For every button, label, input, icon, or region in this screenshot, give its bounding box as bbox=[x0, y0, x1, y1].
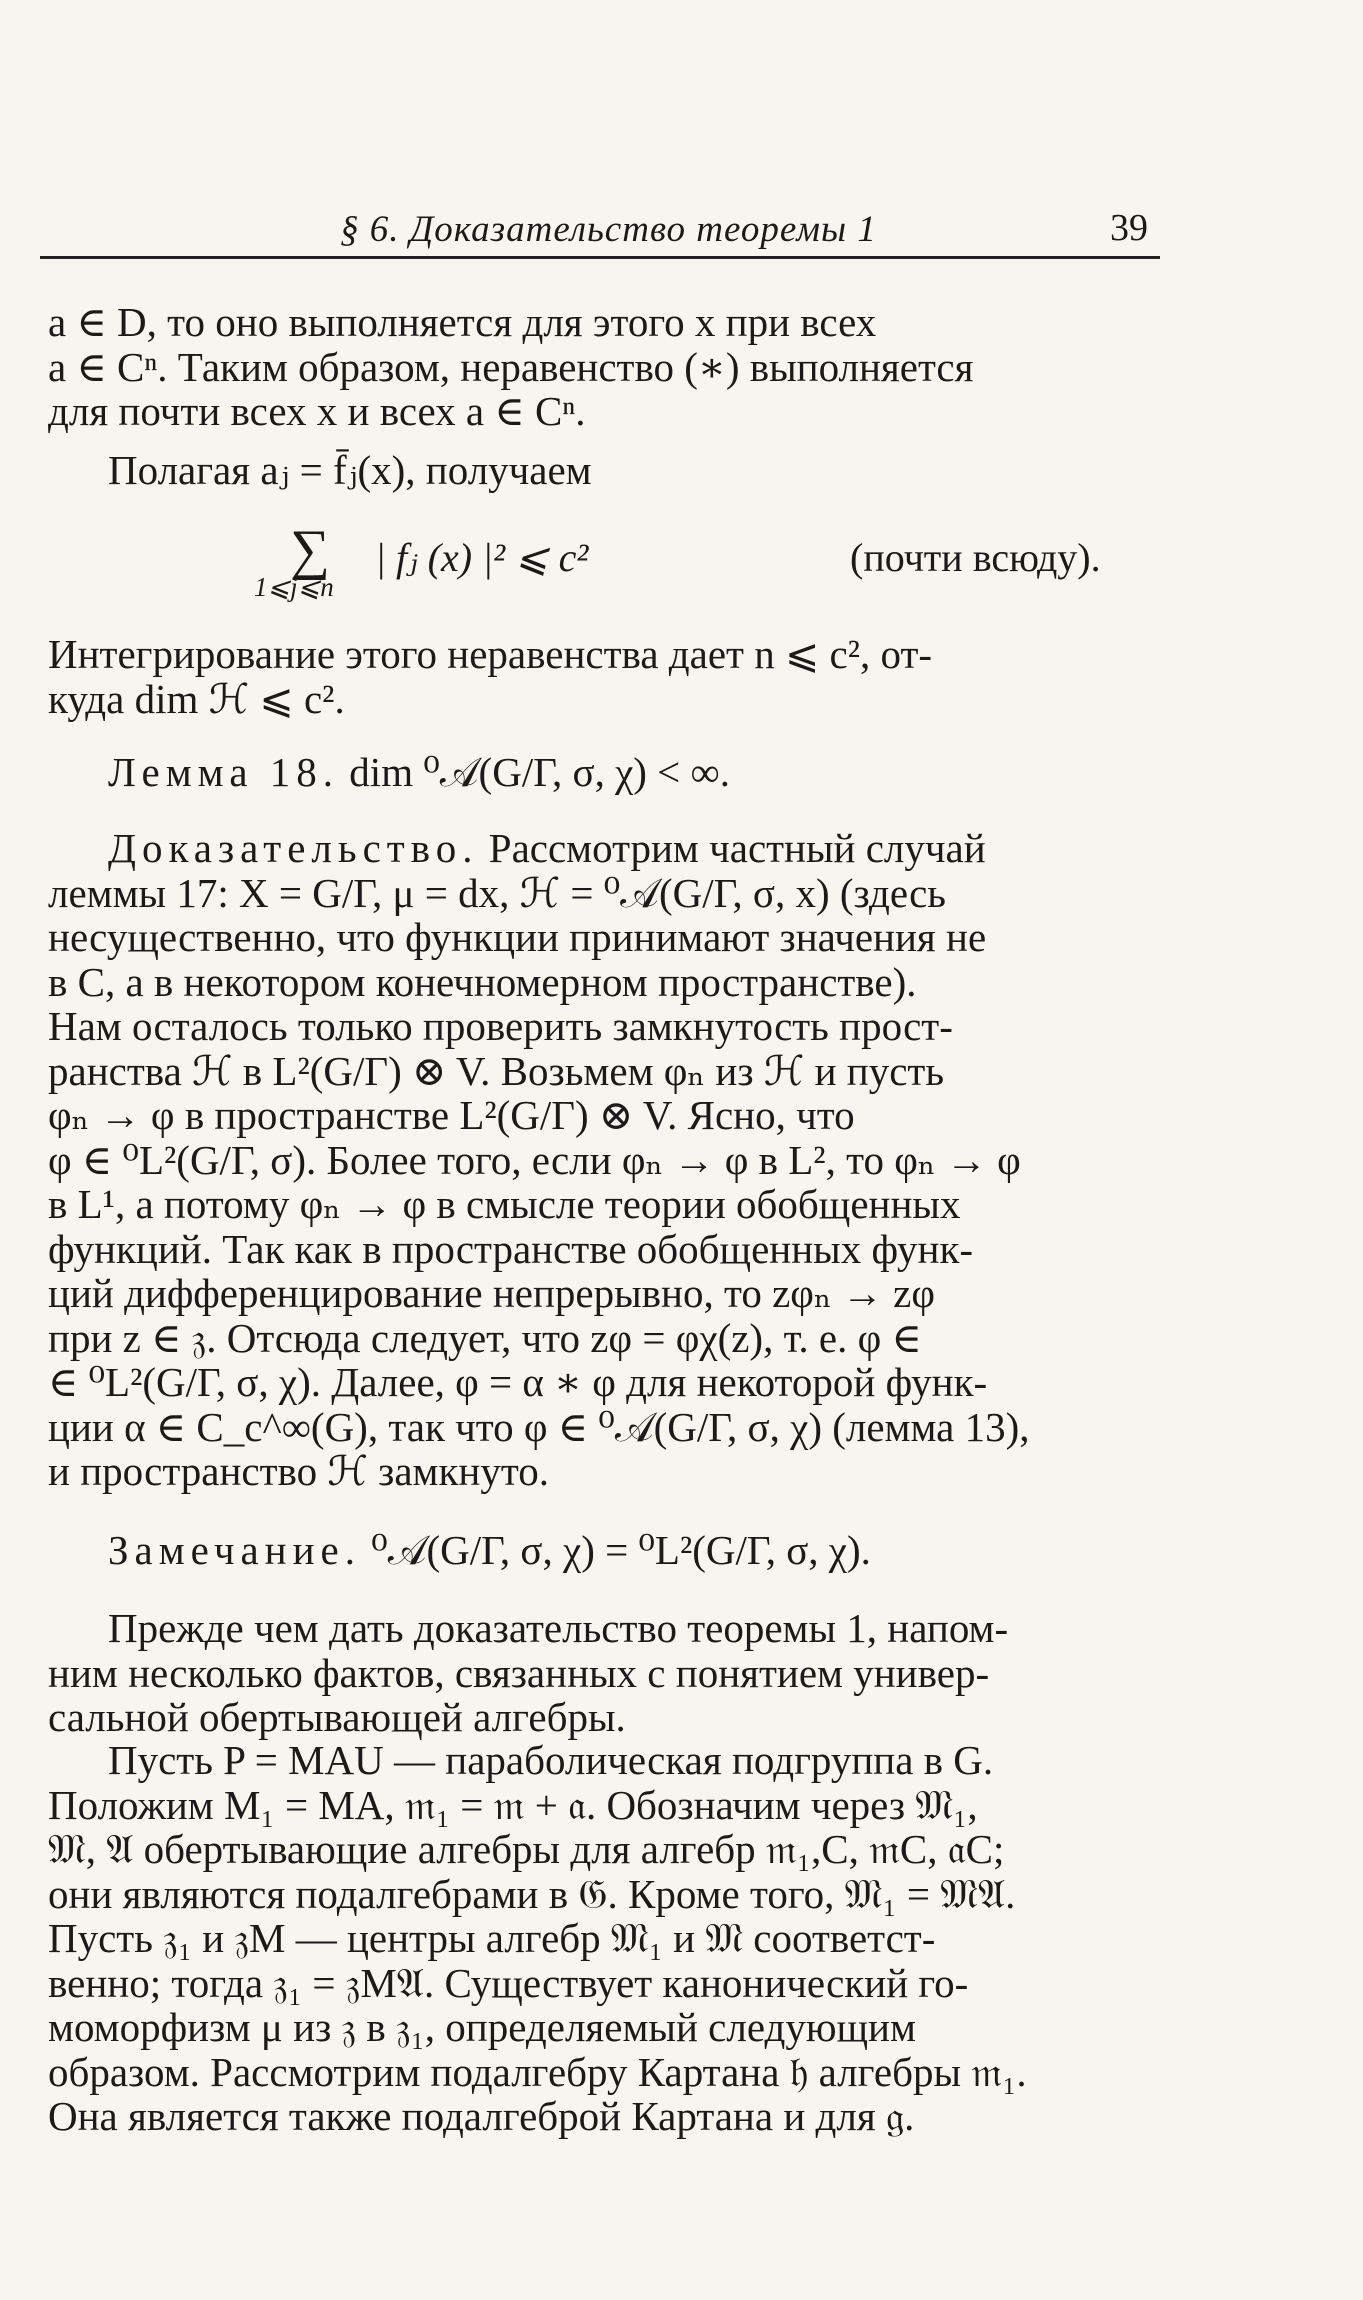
text-line: Она является также подалгеброй Картана и для 𝔤. bbox=[48, 2093, 915, 2139]
text-line: Прежде чем дать доказательство теоремы 1, напом- bbox=[108, 1605, 1009, 1651]
text-line: венно; тогда 𝔷₁ = 𝔷M𝔄. Существует канонический го- bbox=[48, 1959, 969, 2006]
paragraph-3 bbox=[48, 632, 1146, 721]
text-line: Полагая aⱼ = f̄ⱼ(x), получаем bbox=[108, 447, 592, 493]
text-line: несущественно, что функции принимают значения не bbox=[48, 914, 987, 960]
proof bbox=[48, 826, 1146, 1494]
running-header bbox=[40, 196, 1160, 259]
text-line: Нам осталось только проверить замкнутость прост- bbox=[48, 1003, 953, 1049]
text-line: ним несколько фактов, связанных с понятием универ- bbox=[48, 1649, 990, 1696]
remark-line bbox=[48, 1528, 1146, 1573]
text-line: в L¹, а потому φₙ → φ в смысле теории обобщенных bbox=[48, 1181, 961, 1227]
text-line: леммы 17: X = G/Γ, μ = dx, ℋ = ⁰𝒜(G/Γ, σ, x) (здесь bbox=[48, 869, 946, 916]
text-line: для почти всех x и всех a ∈ Cⁿ. bbox=[48, 388, 586, 434]
text-line: Положим M₁ = MA, 𝔪₁ = 𝔪 + 𝔞. Обозначим через 𝔐₁, bbox=[48, 1781, 978, 1828]
text-line: они являются подалгебрами в 𝔊. Кроме того, 𝔐₁ = 𝔐𝔄. bbox=[48, 1870, 1016, 1917]
remark bbox=[48, 1528, 1146, 1573]
page-number: 39 bbox=[1110, 207, 1148, 249]
text-line: ранства ℋ в L²(G/Γ) ⊗ V. Возьмем φₙ из ℋ и пусть bbox=[48, 1047, 945, 1094]
paragraph-4 bbox=[48, 1606, 1146, 1740]
lemma-18 bbox=[48, 750, 1146, 795]
text-line: Пусть 𝔷₁ и 𝔷M — центры алгебр 𝔐₁ и 𝔐 соответст- bbox=[48, 1915, 936, 1961]
text-line: φ ∈ ⁰L²(G/Γ, σ). Более того, если φₙ → φ в L², то φₙ → φ bbox=[48, 1136, 1021, 1183]
text-line: образом. Рассмотрим подалгебру Картана 𝔥 алгебры 𝔪₁. bbox=[48, 2048, 1027, 2095]
text-line: функций. Так как в пространстве обобщенных функ- bbox=[48, 1225, 974, 1272]
text-line: 𝔐, 𝔄 обертывающие алгебры для алгебр 𝔪₁,C, 𝔪C, 𝔞C; bbox=[48, 1826, 1005, 1872]
lemma-label: Лемма 18. bbox=[108, 749, 340, 795]
text-line: φₙ → φ в пространстве L²(G/Γ) ⊗ V. Ясно, что bbox=[48, 1092, 855, 1138]
text-line: ций дифференцирование непрерывно, то zφₙ → zφ bbox=[48, 1270, 936, 1316]
text-line: моморфизм μ из 𝔷 в 𝔷₁, определяемый следующим bbox=[48, 2004, 916, 2050]
paragraph-2 bbox=[48, 448, 1146, 493]
header-title: § 6. Доказательство теоремы 1 bbox=[340, 209, 877, 250]
sum-formula bbox=[250, 518, 1150, 602]
text-line: куда dim ℋ ⩽ c². bbox=[48, 675, 345, 722]
proof-label: Доказательство. bbox=[108, 825, 479, 871]
text-line: Пусть P = MAU — параболическая подгруппа в G. bbox=[108, 1737, 994, 1783]
text-line: ции α ∈ C_c^∞(G), так что φ ∈ ⁰𝒜(G/Γ, σ, χ) (лемма 13), bbox=[48, 1403, 1030, 1450]
text-line: Интегрирование этого неравенства дает n ⩽ c², от- bbox=[48, 631, 933, 677]
sum-subscript: 1⩽j⩽n bbox=[254, 572, 334, 602]
text-line: сальной обертывающей алгебры. bbox=[48, 1694, 626, 1740]
remark-label: Замечание. bbox=[108, 1527, 362, 1573]
paragraph-5 bbox=[48, 1738, 1146, 2139]
proof-first-line bbox=[48, 826, 1146, 871]
sum-sign: ∑ bbox=[290, 519, 330, 581]
remark-text: ⁰𝒜(G/Γ, σ, χ) = ⁰L²(G/Γ, σ, χ). bbox=[371, 1527, 871, 1573]
text-line: и пространство ℋ замкнуто. bbox=[48, 1448, 549, 1494]
formula-note: (почти всюду). bbox=[850, 535, 1101, 580]
text-line: a ∈ Cⁿ. Таким образом, неравенство (∗) выполняется bbox=[48, 343, 974, 390]
lemma-line bbox=[48, 750, 1146, 795]
text-line: Рассмотрим частный случай bbox=[488, 825, 986, 871]
paragraph-1 bbox=[48, 300, 1146, 434]
text-line: a ∈ D, то оно выполняется для этого x при всех bbox=[48, 299, 877, 345]
text-line: в C, а в некотором конечномерном пространстве). bbox=[48, 958, 917, 1005]
sum-expression: | fⱼ (x) |² ⩽ c² bbox=[375, 535, 589, 580]
lemma-text: dim ⁰𝒜(G/Γ, σ, χ) < ∞. bbox=[349, 749, 731, 795]
text-line: при z ∈ 𝔷. Отсюда следует, что zφ = φχ(z), т. е. φ ∈ bbox=[48, 1314, 922, 1361]
text-line: ∈ ⁰L²(G/Γ, σ, χ). Далее, φ = α ∗ φ для некоторой функ- bbox=[48, 1359, 988, 1405]
